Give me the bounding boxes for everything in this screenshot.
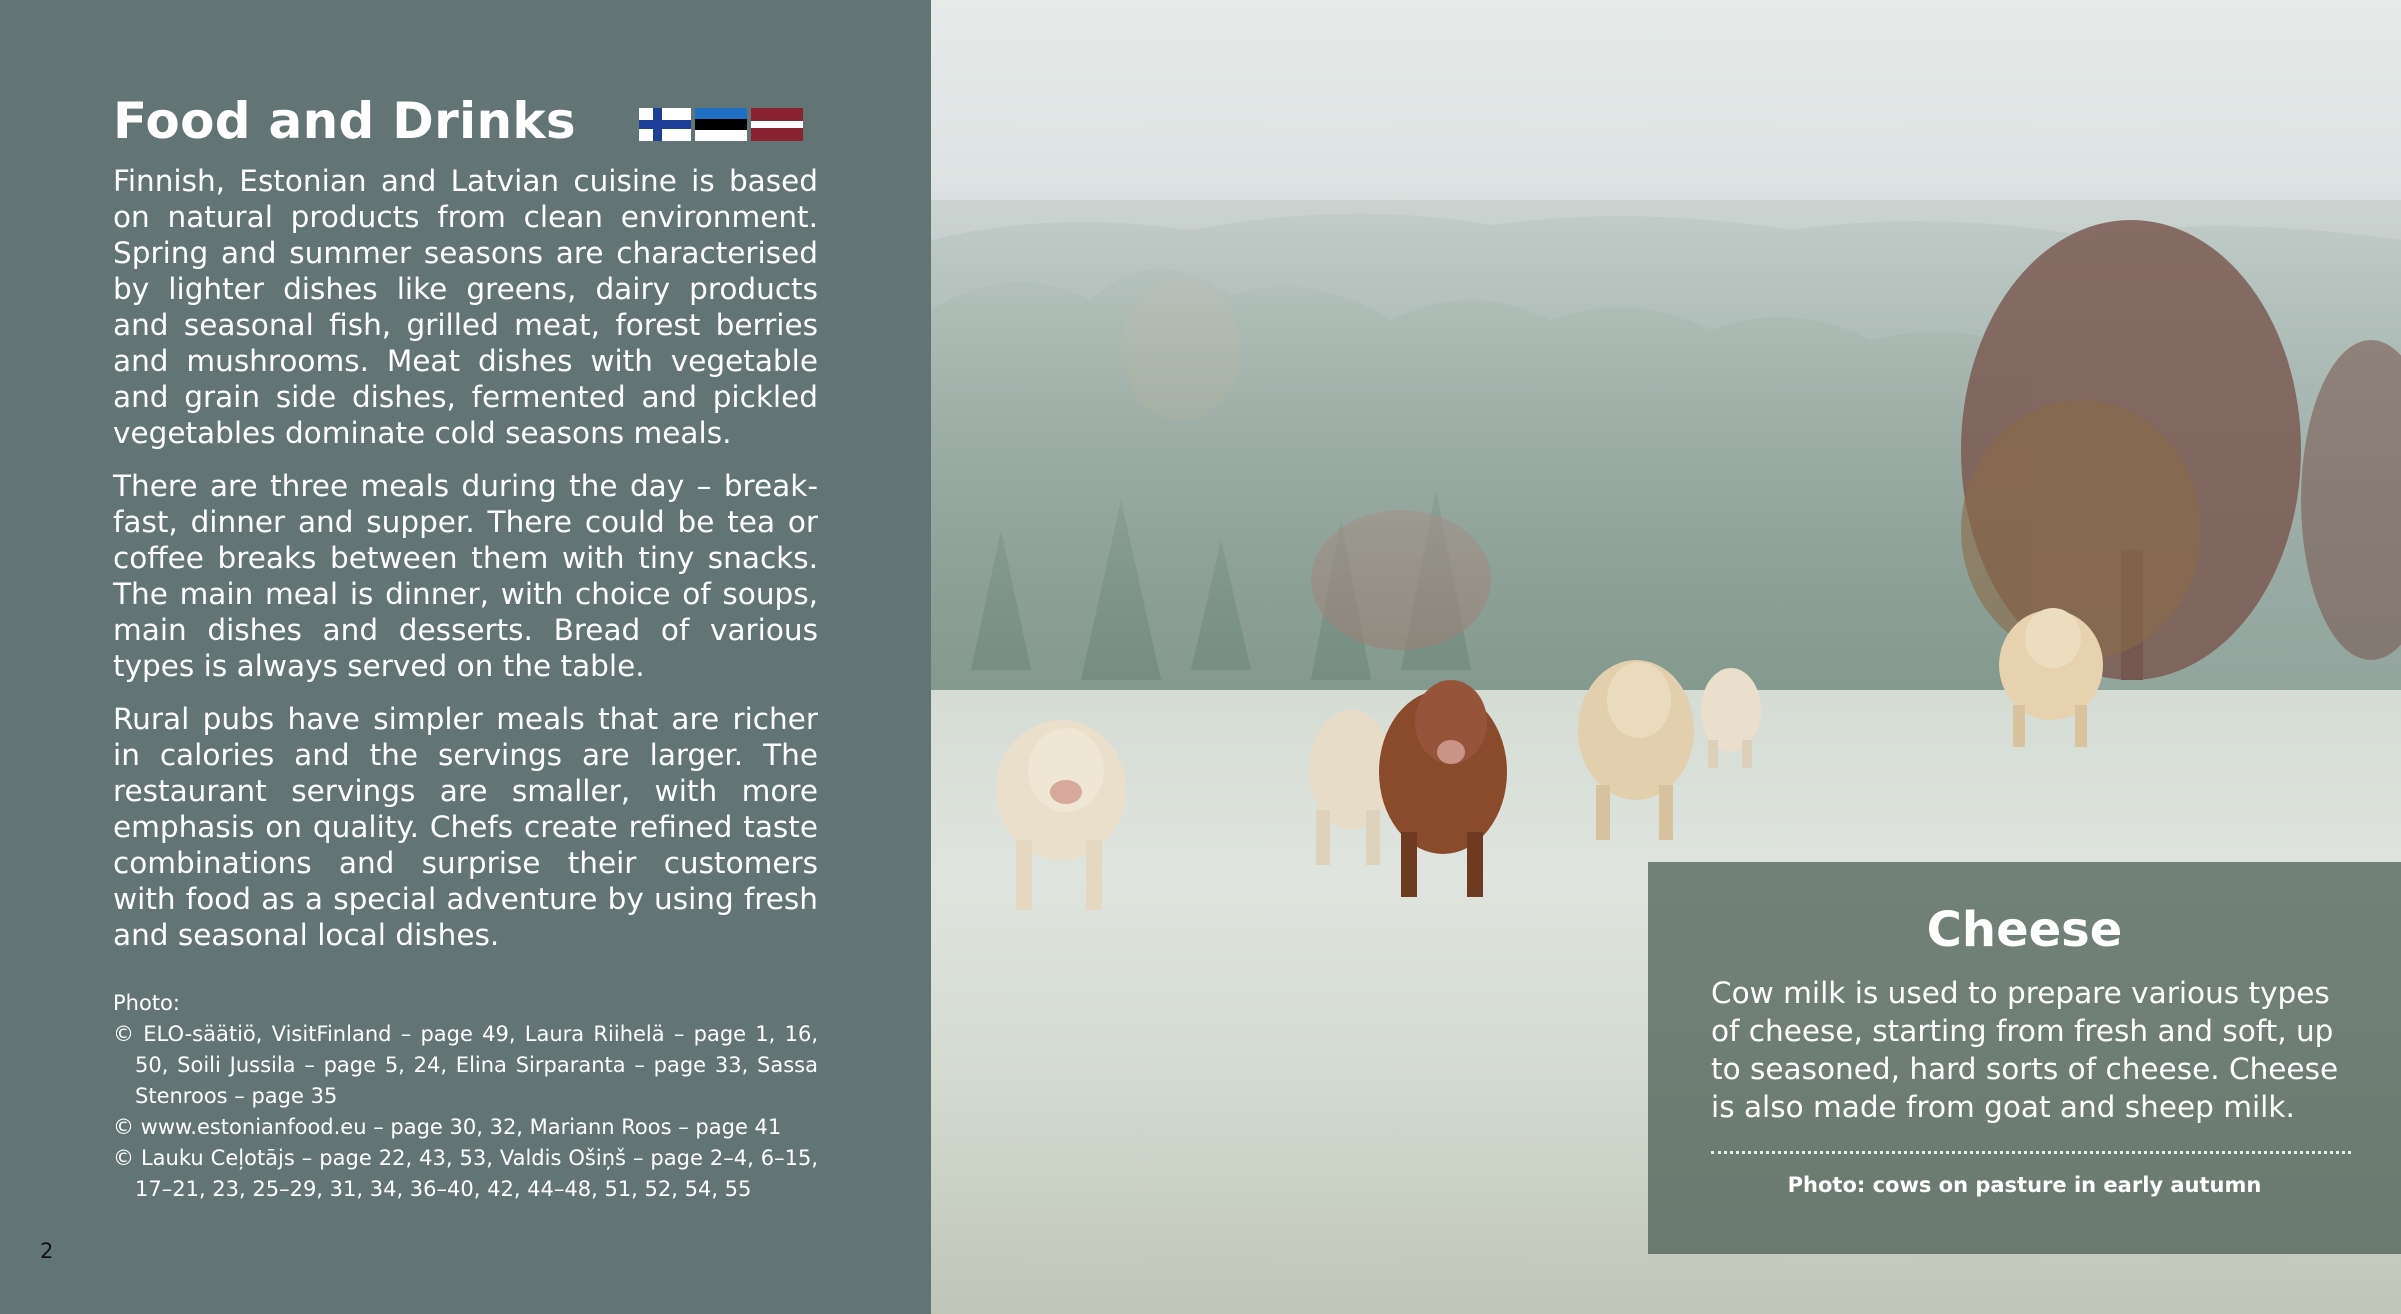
article-body xyxy=(113,163,818,970)
cow-cream-2 xyxy=(1696,660,1766,770)
paragraph: Rural pubs have simpler meals that are richer in calories and the servings are larger. The restaurant servings are smaller, with more emphasis on quality. Chefs create refined taste combinations and surprise their customers with food as a special adventure by using fresh and seasonal local dishes. xyxy=(113,702,818,952)
credit-entry: © Lauku Ceļotājs – page 22, 43, 53, Valdis Ošiņš – page 2–4, 6–15, 17–21, 23, 25–29, 31, 34, 36–40, 42, 44–48, 51, 52, 54, 55 xyxy=(113,1146,818,1201)
text-panel xyxy=(0,0,931,1314)
foggy-forest xyxy=(931,200,2401,720)
cow-cream-3 xyxy=(1991,600,2111,750)
paragraph: Finnish, Estonian and Latvian cuisine is based on natural products from clean environment. Spring and summer seasons are characterised by lighter dishes like greens, dairy products and seasonal fish, grilled meat, forest berries and mushrooms. Meat dishes with vegetable and grain side dishes, fermented and pickled vegetables dominate cold seasons meals. xyxy=(113,164,818,450)
photo-caption: Photo: cows on pasture in early autumn xyxy=(1787,1173,2262,1197)
photo-credits xyxy=(113,988,818,1205)
photo-credits-label: Photo: xyxy=(113,991,180,1015)
paragraph: There are three meals during the day – breakfast, dinner and supper. There could be tea or coffee breaks between them with tiny snacks. The main meal is dinner, with choice of soups, main dishes and desserts. Bread of various types is always served on the table. xyxy=(113,469,818,683)
flag-finland-icon xyxy=(639,108,691,141)
cow-brown xyxy=(1371,672,1516,902)
credit-entry: © www.estonianfood.eu – page 30, 32, Mariann Roos – page 41 xyxy=(113,1115,782,1139)
flag-estonia-icon xyxy=(695,108,747,141)
cow-cream-1 xyxy=(1571,645,1701,845)
dotted-divider xyxy=(1711,1151,2351,1154)
cow-white-1 xyxy=(986,700,1136,920)
info-box-title: Cheese xyxy=(1926,902,2123,958)
page-title: Food and Drinks xyxy=(113,92,576,150)
page-number: 2 xyxy=(40,1239,54,1263)
flag-latvia-icon xyxy=(751,108,803,141)
credit-entry: © ELO-säätiö, VisitFinland – page 49, Laura Riihelä – page 1, 16, 50, Soili Jussila – page 5, 24, Elina Sirparanta – page 33, Sassa Stenroos – page 35 xyxy=(113,1022,818,1108)
cheese-info-box xyxy=(1648,862,2401,1254)
country-flags xyxy=(639,108,803,141)
info-box-text: Cow milk is used to prepare various types of cheese, starting from fresh and soft, up to seasoned, hard sorts of cheese. Cheese is also made from goat and sheep milk. xyxy=(1711,976,2339,1124)
